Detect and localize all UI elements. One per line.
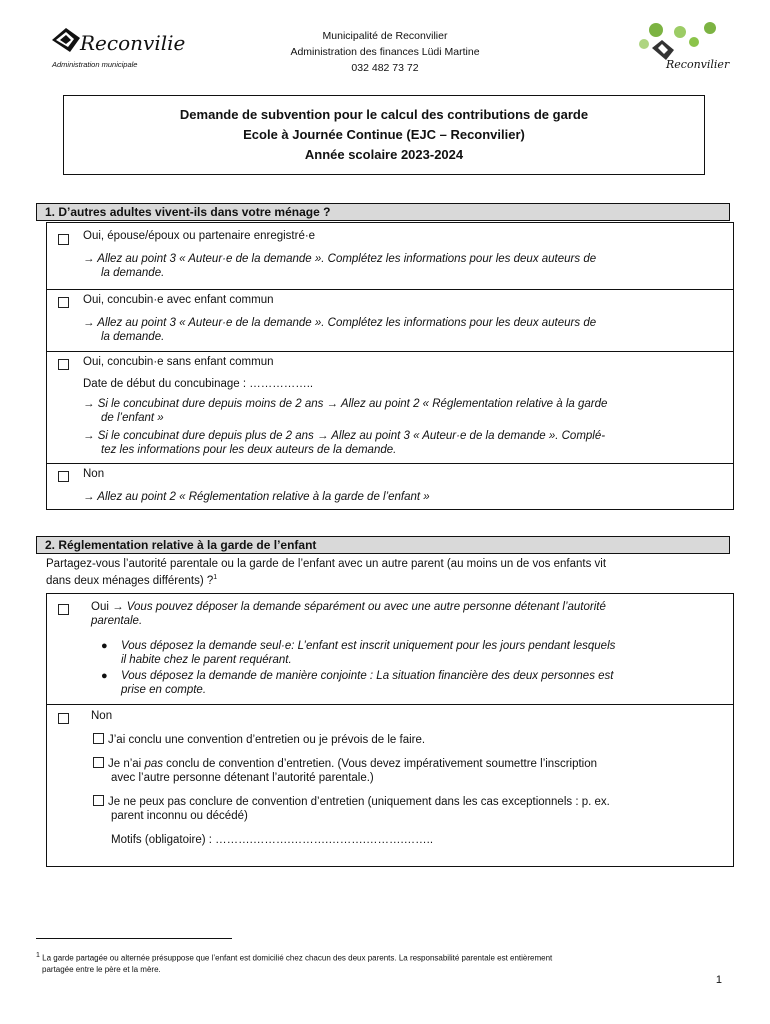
spouse-note-line-1: → Allez au point 3 « Auteur·e de la demande ». Complétez les informations pour les deux auteurs de bbox=[83, 253, 597, 265]
none-checkbox[interactable] bbox=[58, 471, 69, 482]
cannot-agree-label: Je ne peux pas conclure de convention d’entretien (uniquement dans les cas exceptionnels : p. ex. bbox=[108, 796, 610, 808]
footnote bbox=[36, 950, 726, 975]
custody-yes-label: Oui → bbox=[91, 601, 127, 613]
footnote-ref[interactable]: 1 bbox=[213, 574, 218, 581]
no-agreement-text-pre: Je n’ai bbox=[108, 758, 145, 770]
option-partner-nochild-row bbox=[47, 351, 733, 463]
none-label: Non bbox=[83, 468, 105, 480]
bullet-icon: ● bbox=[101, 670, 108, 682]
page-number: 1 bbox=[715, 974, 722, 986]
agreement-concluded-option bbox=[93, 733, 425, 747]
header-line-1: Municipalité de Reconvilier bbox=[322, 30, 448, 42]
option-none-row bbox=[47, 463, 733, 511]
section-2-intro bbox=[46, 557, 736, 588]
joint-request-line-1: Vous déposez la demande de manière conjointe : La situation financière des deux personnes est bbox=[121, 670, 614, 682]
separate-request-line-1: Vous déposez la demande seul·e: L’enfant est inscrit uniquement pour les jours pendant lesquels bbox=[121, 640, 616, 652]
cohabitation-long-line-2: tez les informations pour les deux auteurs de la demande. bbox=[101, 444, 397, 456]
footnote-mark: 1 bbox=[36, 952, 40, 959]
partner-child-label: Oui, concubin·e avec enfant commun bbox=[83, 294, 274, 306]
option-yes-row bbox=[47, 594, 733, 704]
spouse-note-line-2: la demande. bbox=[101, 267, 165, 279]
section-1-heading: 1. D’autres adultes vivent-ils dans votre ménage ? bbox=[36, 203, 730, 221]
spouse-label: Oui, épouse/époux ou partenaire enregistré·e bbox=[83, 230, 316, 242]
footnote-text-1: La garde partagée ou alternée présuppose que l’enfant est domicilié chez chacun des deux parents. La responsabilité parentale est entièrement bbox=[42, 953, 553, 963]
custody-no-label: Non bbox=[91, 710, 113, 722]
section-2-heading: 2. Réglementation relative à la garde de l’enfant bbox=[36, 536, 730, 554]
reasons-field[interactable]: Motifs (obligatoire) : ……….……….……….……….……….…….. bbox=[111, 834, 434, 846]
bullet-icon: ● bbox=[101, 640, 108, 652]
footnote-divider bbox=[36, 938, 232, 939]
option-no-row bbox=[47, 704, 733, 868]
custody-yes-line-2: parentale. bbox=[91, 615, 143, 627]
custody-yes-line-1 bbox=[91, 600, 606, 614]
no-agreement-line-2: avec l’autre personne détenant l’autorité parentale.) bbox=[111, 772, 374, 784]
cannot-agree-checkbox[interactable] bbox=[93, 795, 104, 806]
partner-child-note-line-1: → Allez au point 3 « Auteur·e de la demande ». Complétez les informations pour les deux auteurs de bbox=[83, 317, 597, 329]
village-logo-icon bbox=[622, 18, 730, 76]
title-line-3: Année scolaire 2023-2024 bbox=[304, 147, 464, 162]
no-agreement-text-post: conclu de convention d’entretien. (Vous devez impérativement soumettre l’inscription bbox=[162, 758, 598, 770]
none-note: → Allez au point 2 « Réglementation relative à la garde de l’enfant » bbox=[83, 491, 430, 503]
section-1-options bbox=[46, 222, 734, 510]
logo-caption: Administration municipale bbox=[52, 60, 138, 69]
agreement-concluded-label: J’ai conclu une convention d’entretien ou je prévois de le faire. bbox=[108, 734, 426, 746]
option-partner-child-row bbox=[47, 289, 733, 351]
document-title-box bbox=[63, 95, 705, 175]
custody-yes-checkbox[interactable] bbox=[58, 604, 69, 615]
custody-no-checkbox[interactable] bbox=[58, 713, 69, 724]
cohabitation-long-line-1: → Si le concubinat dure depuis plus de 2 ans → Allez au point 3 « Auteur·e de la demande ». Complé- bbox=[83, 430, 606, 442]
svg-text:Reconvilier: Reconvilier bbox=[80, 31, 186, 55]
intro-line-2-text: dans deux ménages différents) ? bbox=[46, 574, 214, 587]
separate-request-line-2: il habite chez le parent requérant. bbox=[121, 654, 292, 666]
custody-yes-text: Vous pouvez déposer la demande séparément ou avec une autre personne détenant l’autorité bbox=[126, 601, 606, 613]
no-agreement-checkbox[interactable] bbox=[93, 757, 104, 768]
header-line-2: Administration des finances Lüdi Martine bbox=[290, 46, 480, 58]
spouse-checkbox[interactable] bbox=[58, 234, 69, 245]
intro-line-1: Partagez-vous l’autorité parentale ou la garde de l’enfant avec un autre parent (au moins un de vos enfants vit bbox=[46, 558, 607, 570]
no-agreement-text-em: pas bbox=[144, 758, 163, 770]
partner-child-checkbox[interactable] bbox=[58, 297, 69, 308]
svg-text:Reconvilier: Reconvilier bbox=[666, 58, 730, 71]
header-line-3: 032 482 73 72 bbox=[351, 62, 419, 74]
title-line-2: Ecole à Journée Continue (EJC – Reconvilier) bbox=[243, 127, 525, 142]
partner-child-note-line-2: la demande. bbox=[101, 331, 165, 343]
cohabitation-short-line-2: de l’enfant » bbox=[101, 412, 164, 424]
cannot-agree-line-2: parent inconnu ou décédé) bbox=[111, 810, 248, 822]
cohabitation-short-line-1: → Si le concubinat dure depuis moins de 2 ans → Allez au point 2 « Réglementation relative à la garde bbox=[83, 398, 608, 410]
section-2-options bbox=[46, 593, 734, 867]
municipal-logo-right bbox=[622, 18, 730, 76]
footnote-line-2: partagée entre le père et la mère. bbox=[42, 964, 161, 974]
agreement-concluded-checkbox[interactable] bbox=[93, 733, 104, 744]
title-line-1: Demande de subvention pour le calcul des contributions de garde bbox=[179, 107, 589, 122]
option-spouse-row bbox=[47, 223, 733, 289]
partner-nochild-label: Oui, concubin·e sans enfant commun bbox=[83, 356, 274, 368]
cohabitation-start-date-field[interactable]: Date de début du concubinage : …………….. bbox=[83, 378, 314, 390]
cannot-agree-option bbox=[93, 795, 610, 809]
partner-nochild-checkbox[interactable] bbox=[58, 359, 69, 370]
intro-line-2 bbox=[46, 571, 736, 588]
no-agreement-option bbox=[93, 757, 597, 771]
footnote-line-1 bbox=[36, 950, 726, 964]
joint-request-line-2: prise en compte. bbox=[121, 684, 207, 696]
